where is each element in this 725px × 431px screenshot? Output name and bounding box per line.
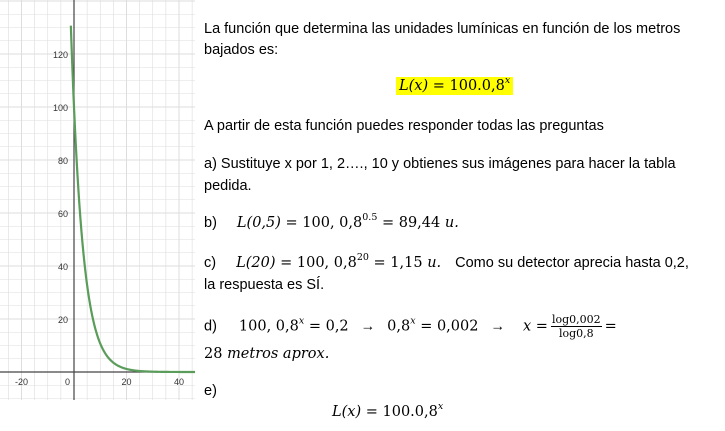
intro-line-1: La función que determina las unidades lumínicas en función de los metros	[204, 21, 681, 37]
partir-text: A partir de esta función puedes responder todas las preguntas	[204, 118, 604, 134]
answer-d-line-2: 28 metros aprox.	[204, 346, 330, 362]
graph-canvas	[0, 0, 195, 400]
x-tick-label: 20	[121, 377, 132, 387]
arrow-icon: →	[490, 318, 505, 335]
log-fraction: $\frac{\log 0,002}{\log 0,8}$	[551, 313, 601, 340]
answer-c-line-2: la respuesta es SÍ.	[204, 277, 325, 293]
x-tick-label: 40	[173, 377, 185, 387]
answer-d: d) 100, $0,8^x = 0,2 \to 0,8^x = 0,002 \to x$ = $\frac{\log 0,002}{\log 0,8}$ =	[204, 313, 617, 340]
arrow-icon: →	[360, 318, 376, 335]
y-tick-label: 100	[52, 103, 68, 113]
answer-e-label: e)	[204, 383, 217, 399]
x-tick-label: 0	[64, 377, 70, 387]
answer-b: b) L(0,5) = 100, $0,8^{0.5} = 89,44$ u.	[204, 212, 459, 231]
x-tick-label: -20	[14, 377, 29, 387]
answer-a-line-2: pedida.	[204, 178, 252, 194]
intro-line-2: bajados es:	[204, 42, 279, 58]
function-curve	[71, 26, 195, 372]
y-tick-label: 120	[52, 50, 68, 60]
y-tick-label: 60	[57, 209, 68, 219]
formula-highlight: $L(x) = 100.0,8^x$	[396, 77, 513, 95]
highlighted-formula	[396, 75, 513, 94]
y-tick-label: 40	[57, 262, 68, 272]
answer-c: c) L(20) = 100, $0,8^{20} = 1,15$ u. Como su detector aprecia hasta 0,2,	[204, 252, 689, 271]
solution-text	[204, 0, 719, 431]
answer-a-line-1: a) Sustituye x por 1, 2…., 10 y obtienes sus imágenes para hacer la tabla	[204, 156, 676, 172]
y-tick-label: 80	[57, 156, 68, 166]
answer-e-formula: $L(x) = 100.0,8^x$	[332, 401, 444, 420]
y-tick-label: 20	[57, 315, 68, 325]
function-graph	[0, 0, 195, 400]
